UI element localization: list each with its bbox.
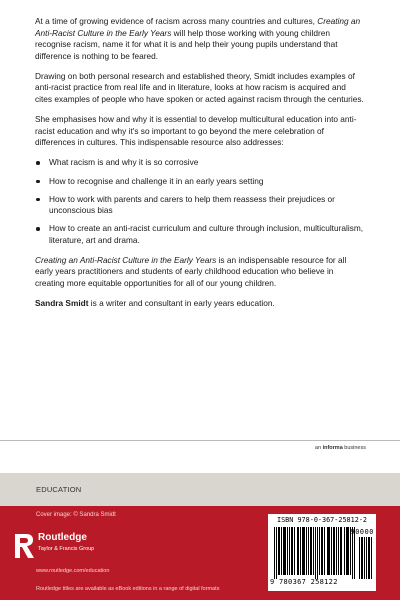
informa-brand: informa — [322, 445, 343, 451]
barcode-panel — [268, 514, 376, 591]
paragraph-research: Drawing on both personal research and established theory, Smidt includes examples of anti-racist practice from real life and in literature, looks at how racism is acquired and cites examples of people who have spoken or acted against racism through the centuries. — [35, 70, 364, 105]
bullet-icon — [36, 161, 40, 165]
ebook-note: Routledge titles are available as eBook editions in a range of digital formats — [36, 586, 220, 592]
publisher-website: www.routledge.com/education — [36, 568, 110, 574]
intro-text-end: will help those working with young children recognise racism, name it for what it is and help their young pupils understand that difference is nothing to be feared. — [35, 27, 338, 61]
paragraph-intro — [35, 16, 365, 62]
bullet-icon — [36, 227, 40, 231]
list-item — [35, 176, 365, 188]
book-title-italic: Creating an Anti-Racist Culture in the Early Years — [35, 254, 217, 265]
author-name: Sandra Smidt — [35, 297, 89, 308]
list-item-text: How to recognise and challenge it in an early years setting — [49, 175, 264, 186]
list-item — [35, 157, 365, 169]
divider — [0, 440, 400, 441]
paragraph-summary — [35, 255, 365, 290]
list-item — [35, 194, 365, 217]
topics-list — [35, 157, 365, 246]
intro-text-start: At a time of growing evidence of racism across many countries and cultures, — [35, 16, 318, 26]
back-cover-blurb — [35, 16, 365, 318]
author-bio — [35, 298, 365, 310]
list-item — [35, 223, 365, 246]
cover-credit: Cover image: © Sandra Smidt — [36, 512, 116, 518]
book-title-italic: Creating an Anti-Racist Culture in the Early Years — [35, 16, 361, 38]
routledge-logo-icon — [13, 532, 36, 560]
subject-band — [0, 473, 400, 506]
summary-text: is an indispensable resource for all early years practitioners and students of early childhood education who believe in creating more equitable opportunities for all of our young children. — [35, 254, 347, 288]
publisher-footer — [0, 506, 400, 600]
informa-tagline: an informa business — [314, 445, 366, 451]
author-bio-text: is a writer and consultant in early years education. — [88, 297, 275, 308]
price-addon: 90000 — [350, 528, 374, 536]
list-item-text: What racism is and why it is so corrosive — [49, 157, 199, 168]
list-item-text: How to work with parents and carers to help them reassess their prejudices or unconscious bias — [49, 193, 335, 216]
paragraph-emphasis: She emphasises how and why it is essential to develop multicultural education into anti-racist education and why it's so important to go beyond the mere celebration of differences in cultures. This indispensable resource also addresses: — [35, 114, 357, 148]
bullet-icon — [36, 198, 40, 202]
ean-digits: 9 780367 258122 — [270, 578, 338, 586]
publisher-name: Routledge — [38, 532, 87, 543]
isbn-label: ISBN 978-0-367-25812-2 — [276, 516, 368, 524]
publisher-group: Taylor & Francis Group — [38, 546, 95, 552]
list-item-text: How to create an anti-racist curriculum and culture through inclusion, multiculturalism, literature, art and drama. — [49, 223, 364, 245]
bullet-icon — [36, 180, 40, 184]
subject-label: EDUCATION — [36, 485, 82, 494]
